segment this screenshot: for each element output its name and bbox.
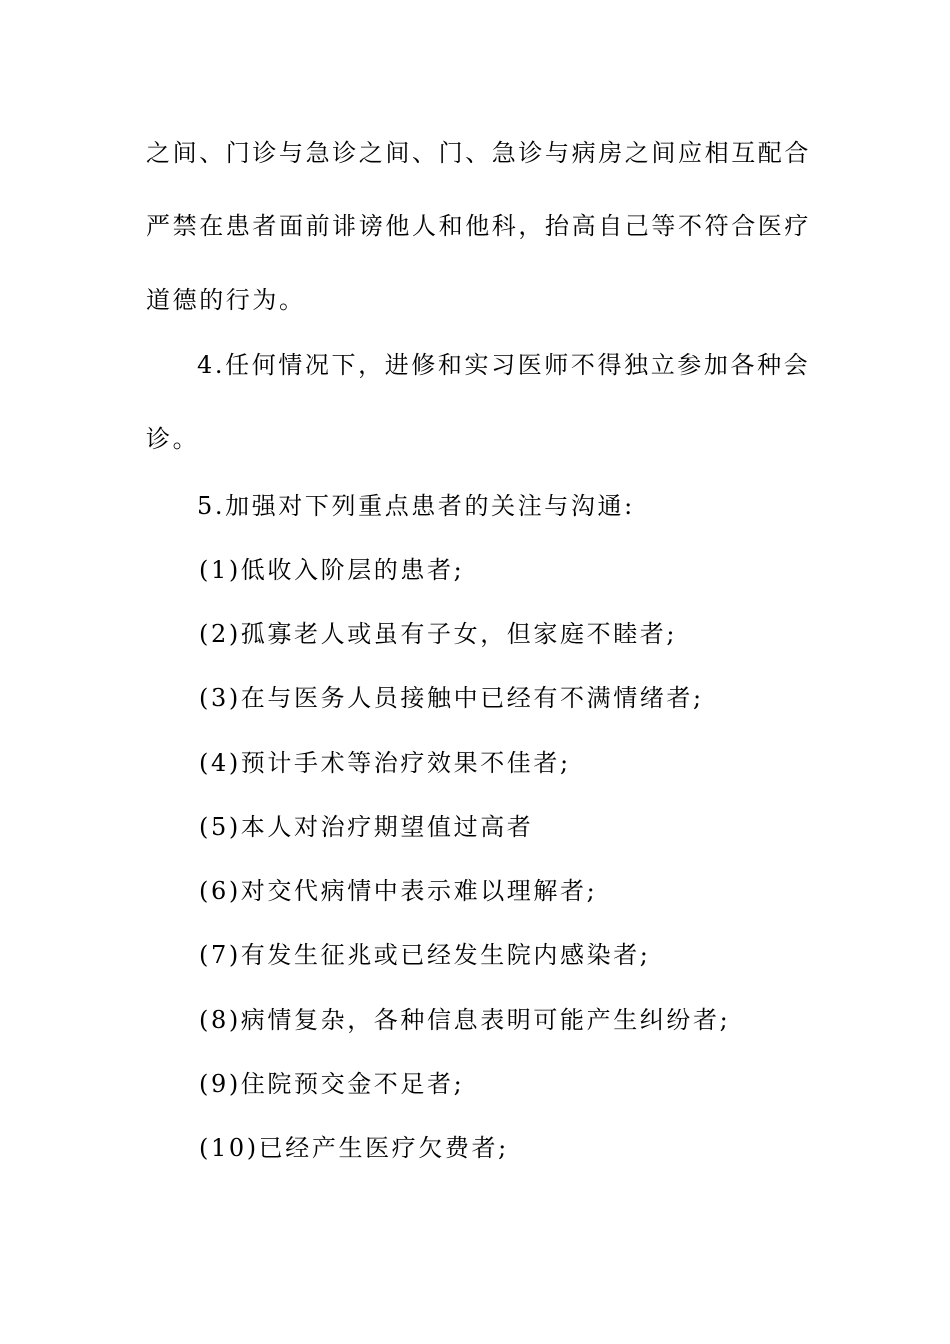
numbered-item-4-continuation: 诊。 [146, 425, 200, 453]
list-item: (9)住院预交金不足者; [199, 1070, 465, 1098]
list-item: (5)本人对治疗期望值过高者 [199, 813, 534, 841]
list-item: (2)孤寡老人或虽有子女，但家庭不睦者; [199, 620, 678, 648]
list-item: (7)有发生征兆或已经发生院内感染者; [199, 941, 651, 969]
list-item: (6)对交代病情中表示难以理解者; [199, 877, 598, 905]
list-item: (1)低收入阶层的患者; [199, 556, 465, 584]
list-item: (8)病情复杂，各种信息表明可能产生纠纷者; [199, 1006, 731, 1034]
list-item: (10)已经产生医疗欠费者; [199, 1134, 509, 1162]
numbered-item-4: 4.任何情况下，进修和实习医师不得独立参加各种会 [197, 351, 811, 379]
list-item: (4)预计手术等治疗效果不佳者; [199, 749, 571, 777]
numbered-item-5: 5.加强对下列重点患者的关注与沟通: [197, 492, 635, 520]
paragraph-line-continuation: 严禁在患者面前诽谤他人和他科，抬高自己等不符合医疗 [146, 212, 811, 240]
list-item: (3)在与医务人员接触中已经有不满情绪者; [199, 684, 704, 712]
paragraph-line-continuation: 之间、门诊与急诊之间、门、急诊与病房之间应相互配合 [146, 139, 811, 167]
paragraph-line-continuation: 道德的行为。 [146, 286, 306, 314]
